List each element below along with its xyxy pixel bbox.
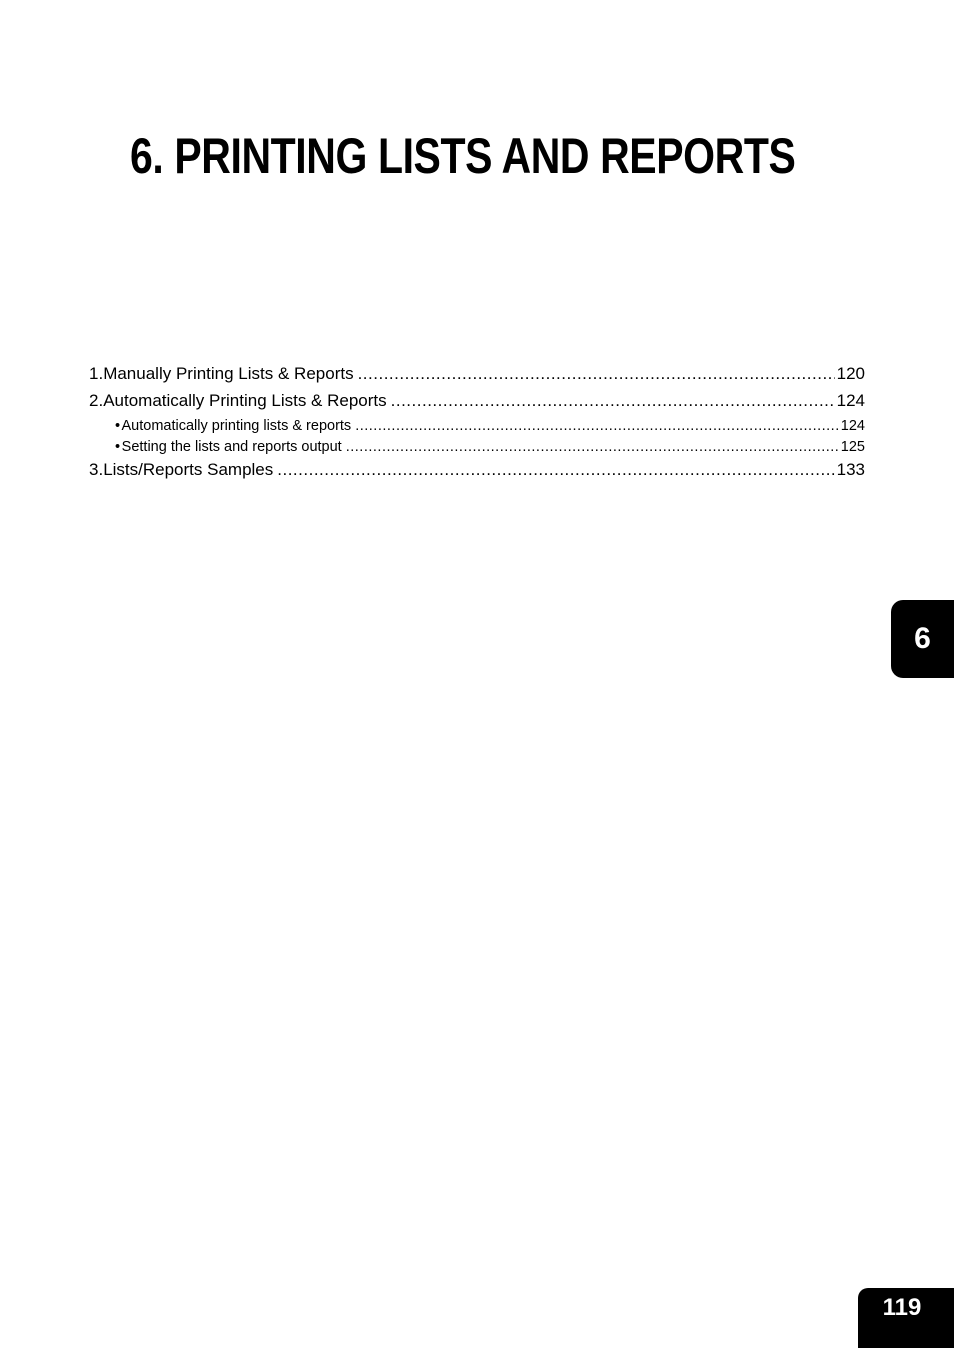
dot-leader xyxy=(391,389,835,413)
toc-entry-label: Automatically Printing Lists & Reports xyxy=(103,391,387,410)
toc-subentry-page: 124 xyxy=(840,418,865,434)
dot-leader xyxy=(277,458,834,482)
toc-subentry-page: 125 xyxy=(840,439,865,455)
toc-subentry-automatically-printing[interactable] xyxy=(89,416,865,437)
dot-leader xyxy=(346,437,839,457)
toc-subentry-label: Setting the lists and reports output xyxy=(121,439,342,455)
page-number-label: 119 xyxy=(882,1294,922,1321)
page-number xyxy=(858,1288,954,1348)
toc-entry-page: 120 xyxy=(836,364,865,383)
toc-subentry-label: Automatically printing lists & reports xyxy=(121,418,352,434)
toc-entry-page: 133 xyxy=(836,460,865,479)
dot-leader xyxy=(355,416,839,436)
dot-leader xyxy=(358,362,835,386)
toc-entry-number: 1. xyxy=(89,364,104,383)
toc-entry-label: Manually Printing Lists & Reports xyxy=(103,364,354,383)
toc-entry-samples[interactable] xyxy=(89,458,865,485)
table-of-contents xyxy=(89,362,865,485)
chapter-tab-label: 6 xyxy=(914,622,931,655)
toc-subentry-setting-output[interactable] xyxy=(89,437,865,458)
toc-entry-page: 124 xyxy=(836,391,865,410)
chapter-tab[interactable] xyxy=(891,600,954,678)
toc-entry-number: 3. xyxy=(89,460,104,479)
toc-entry-number: 2. xyxy=(89,391,104,410)
chapter-title: 6. PRINTING LISTS AND REPORTS xyxy=(130,128,796,184)
toc-entry-manually-printing[interactable] xyxy=(89,362,865,389)
bullet-icon: • xyxy=(115,439,121,455)
bullet-icon: • xyxy=(115,418,121,434)
toc-entry-automatically-printing[interactable] xyxy=(89,389,865,416)
toc-entry-label: Lists/Reports Samples xyxy=(103,460,274,479)
